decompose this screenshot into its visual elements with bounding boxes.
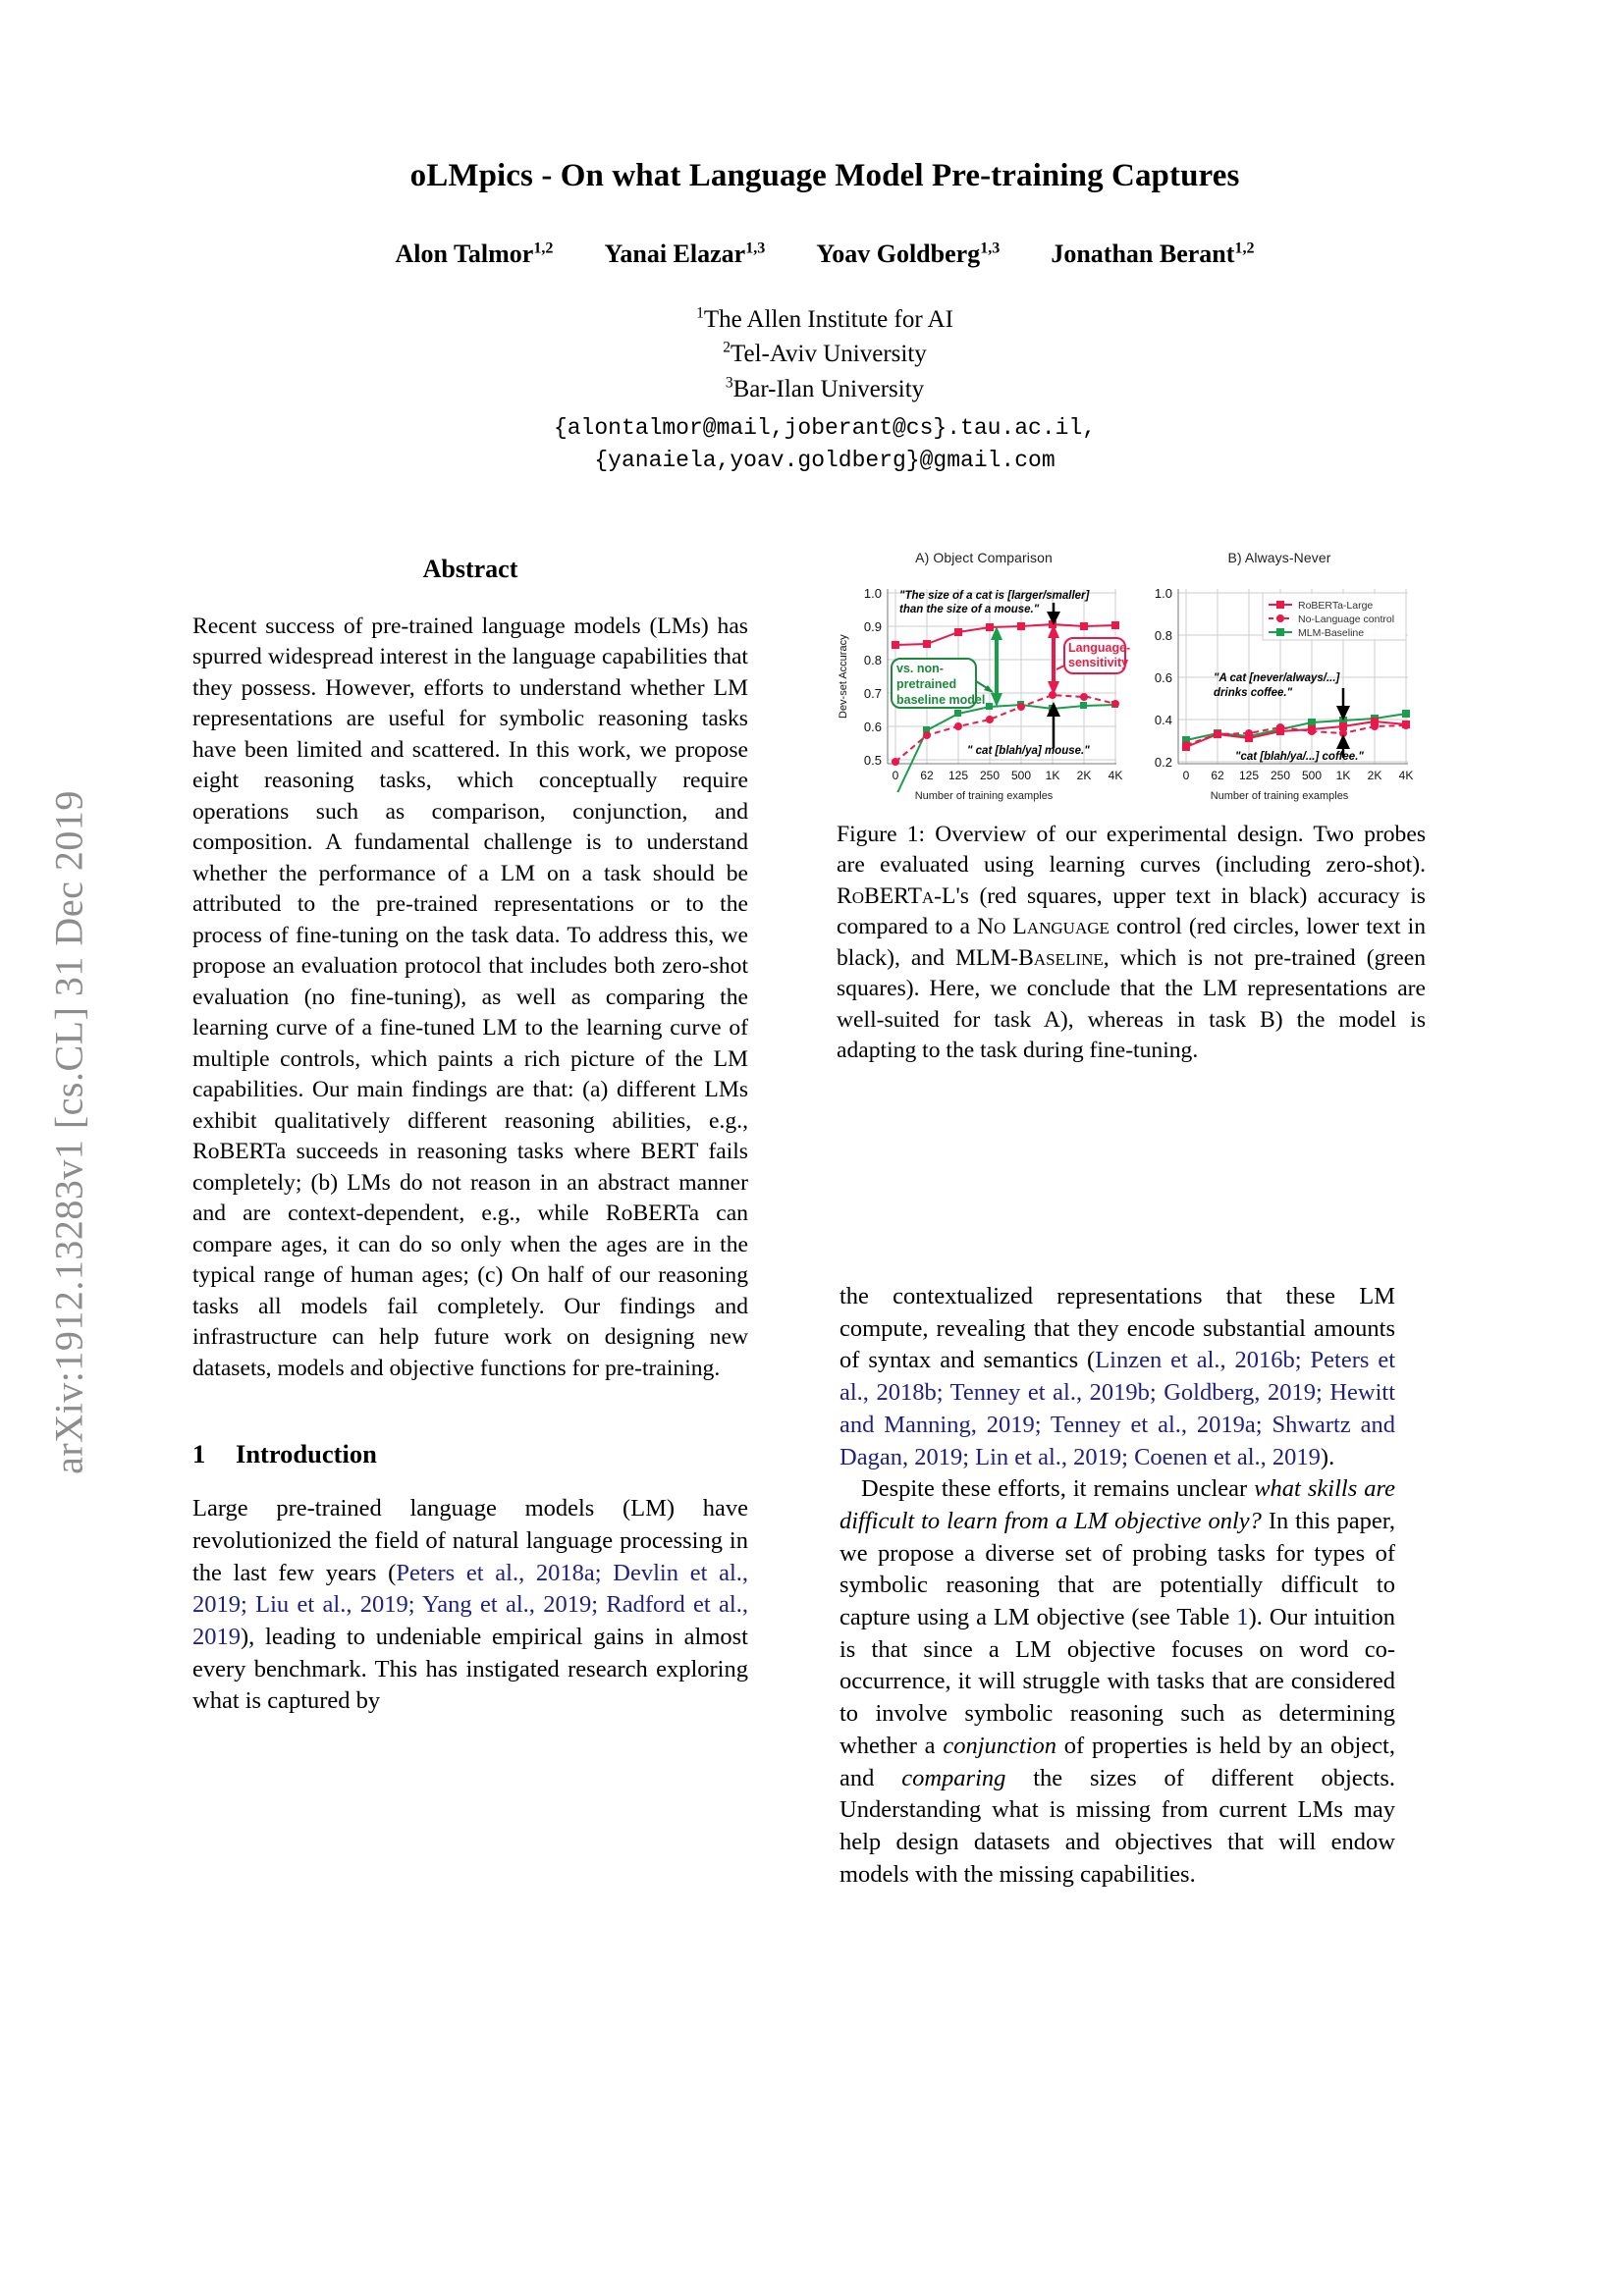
right-column [839,1281,1395,1891]
chart-a-annot-top-line2: than the size of a mouse." [899,604,1040,615]
author-item [604,240,765,269]
chart-b-xticks [1183,769,1414,782]
svg-text:vs. non-: vs. non- [896,662,944,675]
svg-text:1K: 1K [1335,769,1351,782]
email-line: {alontalmor@mail,joberant@cs}.tau.ac.il, [553,415,1097,442]
chart-panel-a [837,550,1131,802]
right-text-a: the contextualized representations that these LM compute, revealing that they encode substantial amounts of syntax and semantics ( [839,1283,1395,1374]
affiliation-list [147,302,1502,407]
intro-text-a: Large pre-trained language models (LM) have revolutionized the field of natural language processing in the last few years ( [192,1495,748,1586]
title-block [147,157,1502,478]
figure-caption-nolanguage: No Language [977,914,1110,940]
chart-b-legend [1263,593,1406,640]
svg-text:125: 125 [1238,769,1260,782]
figure-charts [837,550,1426,802]
figure-caption [837,820,1426,1067]
svg-text:sensitivity: sensitivity [1068,656,1129,669]
arxiv-stamp: arXiv:1912.13283v1 [cs.CL] 31 Dec 2019 [46,790,91,1474]
svg-text:500: 500 [1301,769,1323,782]
chart-a-xlabel: Number of training examples [914,790,1054,802]
affiliation-item [147,372,1502,407]
svg-text:250: 250 [1270,769,1291,782]
figure-caption-d: , which is not pre-trained (green squares). Here, we conclude that the LM representations are well-suited for task A), whereas in task B) the model is adapting to the task during fine-tuning. [837,944,1426,1064]
page-title: oLMpics - On what Language Model Pre-training Captures [409,158,1240,193]
chart-a-ylabel: Dev-set Accuracy [838,634,849,719]
svg-text:2K: 2K [1076,769,1092,782]
author-affil-marker: 1,2 [533,239,554,256]
figure-label: Figure 1: [837,822,926,847]
intro-paragraph-1 [192,1493,748,1718]
svg-text:0.6: 0.6 [863,720,882,734]
affiliation-item [147,302,1502,338]
author-item [1051,240,1254,269]
chart-b-legend-label-2: MLM-Baseline [1298,627,1365,639]
figure-caption-baseline: Baseline [1018,944,1104,971]
chart-b-xlabel: Number of training examples [1210,790,1349,802]
chart-a-annot-bottom: " cat [blah/ya] mouse." [967,745,1090,757]
table-1-link[interactable]: 1 [1236,1604,1249,1631]
affiliation-marker: 1 [696,304,704,322]
citation-group[interactable]: Linzen et al., 2016b; Peters et al., 2018b; Tenney et al., 2019b; Goldberg, 2019; Hewitt and Manning, 2019; Tenney et al., 2019a; Shwartz and Dagan, 2019; Lin et al., 2019; Coenen et al., 2019 [839,1347,1395,1470]
affiliation-name: Bar-Ilan University [732,375,925,402]
email-block [147,412,1502,478]
affiliation-marker: 3 [725,374,733,392]
svg-text:0.5: 0.5 [863,753,882,768]
chart-b-annot-top-line1: "A cat [never/always/...] [1214,672,1340,684]
svg-text:4K: 4K [1108,769,1123,782]
affiliation-marker: 2 [723,339,731,356]
author-item [816,240,1000,269]
chart-a-green-gap-arrow [991,626,1002,707]
chart-a-annot-top-line1: "The size of a cat is [larger/smaller] [899,590,1090,602]
right2-text-c: ). Our intuition is that since a LM objective focuses on word co-occurrence, it will struggle with tasks that are considered to involve symbolic reasoning such as determining whether a [839,1604,1395,1759]
chart-b-legend-label-1: No-Language control [1298,614,1395,625]
chart-a-yticks [864,586,882,768]
chart-a-callout-red [1056,638,1130,673]
author-list [147,240,1502,269]
right2-text-e: the sizes of different objects. Understanding what is missing from current LMs may help design datasets and objectives that will endow models with the missing capabilities. [839,1764,1395,1888]
citation-group[interactable]: Peters et al., 2018a; Devlin et al., 2019; Liu et al., 2019; Yang et al., 2019; Radford et al., 2019 [192,1559,749,1650]
section-heading-introduction [192,1439,748,1469]
right-text-b: ). [1320,1443,1335,1470]
svg-text:1.0: 1.0 [1154,586,1172,601]
section-number: 1 [192,1439,206,1469]
chart-panel-b [1137,550,1422,802]
author-name: Alon Talmor [395,239,534,268]
chart-b-svg [1137,571,1422,792]
figure-caption-c: control (red circles, lower text in black), and MLM- [837,914,1427,971]
chart-b-annot-bottom: "cat [blah/ya/...] coffee." [1235,751,1364,763]
svg-text:125: 125 [947,769,969,782]
affiliation-item [147,337,1502,372]
svg-text:250: 250 [979,769,1001,782]
right2-italic-1: what skills are difficult to learn from a LM objective only? [839,1475,1396,1534]
figure-1 [837,550,1426,1067]
email-line: {yanaiela,yoav.goldberg}@gmail.com [594,448,1056,474]
svg-text:0.8: 0.8 [1154,628,1172,643]
svg-text:0.9: 0.9 [863,619,882,634]
right2-text-a: Despite these efforts, it remains unclear [861,1475,1255,1503]
author-name: Yanai Elazar [604,239,746,268]
abstract-section [192,555,748,1384]
svg-text:0.7: 0.7 [863,686,882,701]
svg-text:0: 0 [892,769,899,782]
figure-caption-a: Overview of our experimental design. Two probes are evaluated using learning curves (including zero-shot). [837,822,1427,879]
right-paragraph-2 [839,1473,1395,1891]
svg-text:baseline model: baseline model [896,693,986,707]
svg-text:0.6: 0.6 [1154,670,1172,685]
svg-text:0.8: 0.8 [863,653,882,667]
figure-caption-b: -L's (red squares, upper text in black) accuracy is compared to a [837,882,1426,940]
svg-text:2K: 2K [1367,769,1382,782]
author-name: Yoav Goldberg [816,239,981,268]
chart-b-annot-top-line2: drinks coffee." [1214,687,1293,699]
svg-text:Language-: Language- [1068,641,1131,655]
chart-b-markers-roberta [1182,718,1410,751]
chart-a-xticks [893,769,1123,782]
svg-text:1.0: 1.0 [863,586,882,601]
chart-a-svg [837,571,1131,792]
affiliation-name: Tel-Aviv University [730,341,927,368]
figure-caption-roberta: RoBERTa [837,882,935,909]
intro-text-b: ), leading to undeniable empirical gains in almost every benchmark. This has instigated research exploring what is captured by [192,1623,748,1715]
svg-text:0: 0 [1182,769,1190,782]
abstract-heading: Abstract [422,555,518,583]
chart-b-legend-label-0: RoBERTa-Large [1298,600,1374,612]
svg-text:62: 62 [920,769,934,782]
svg-text:1K: 1K [1045,769,1060,782]
svg-text:4K: 4K [1398,769,1414,782]
chart-a-title: A) Object Comparison [915,550,1053,565]
chart-b-title: B) Always-Never [1227,550,1331,565]
svg-text:0.4: 0.4 [1154,713,1172,727]
abstract-text: Recent success of pre-trained language models (LMs) has spurred widespread interest in the language capabilities that they possess. However, efforts to understand whether LM representations are useful for symbolic reasoning tasks have been limited and scattered. In this work, we propose eight reasoning tasks, which conceptually require operations such as comparison, conjunction, and composition. A fundamental challenge is to understand whether the performance of a LM on a task should be attributed to the pre-trained representations or to the process of fine-tuning on the task data. To address this, we propose an evaluation protocol that includes both zero-shot evaluation (no fine-tuning), as well as comparing the learning curve of a fine-tuned LM to the learning curve of multiple controls, which paints a rich picture of the LM capabilities. Our main findings are that: (a) different LMs exhibit qualitatively different reasoning abilities, e.g., RoBERTa succeeds in reasoning tasks where BERT fails completely; (b) LMs do not reason in an abstract manner and are context-dependent, e.g., while RoBERTa can compare ages, it can do so only when the ages are in the typical range of human ages; (c) On half of our reasoning tasks all models fail completely. Our findings and infrastructure can help future work on designing new datasets, models and objective functions for pre-training. [192,614,748,1381]
affiliation-name: The Allen Institute for AI [703,305,953,333]
right2-italic-3: comparing [901,1764,1006,1791]
right2-text-d: of properties is held by an object, and [839,1732,1395,1791]
author-affil-marker: 1,2 [1234,239,1255,256]
svg-text:62: 62 [1211,769,1224,782]
author-item [395,240,553,269]
right2-italic-2: conjunction [943,1732,1057,1759]
chart-a-callout-green [892,659,994,708]
right2-text-b: In this paper, we propose a diverse set of probing tasks for types of symbolic reasoning that are potentially difficult to capture using a LM objective (see Table [839,1507,1396,1631]
author-name: Jonathan Berant [1051,239,1235,268]
svg-text:pretrained: pretrained [896,677,957,691]
section-title: Introduction [236,1439,377,1469]
author-affil-marker: 1,3 [980,239,1001,256]
chart-b-yticks [1155,586,1172,770]
svg-text:0.2: 0.2 [1154,755,1172,770]
svg-text:500: 500 [1010,769,1032,782]
left-column [192,555,748,1718]
right-paragraph-1 [839,1281,1395,1473]
author-affil-marker: 1,3 [745,239,766,256]
